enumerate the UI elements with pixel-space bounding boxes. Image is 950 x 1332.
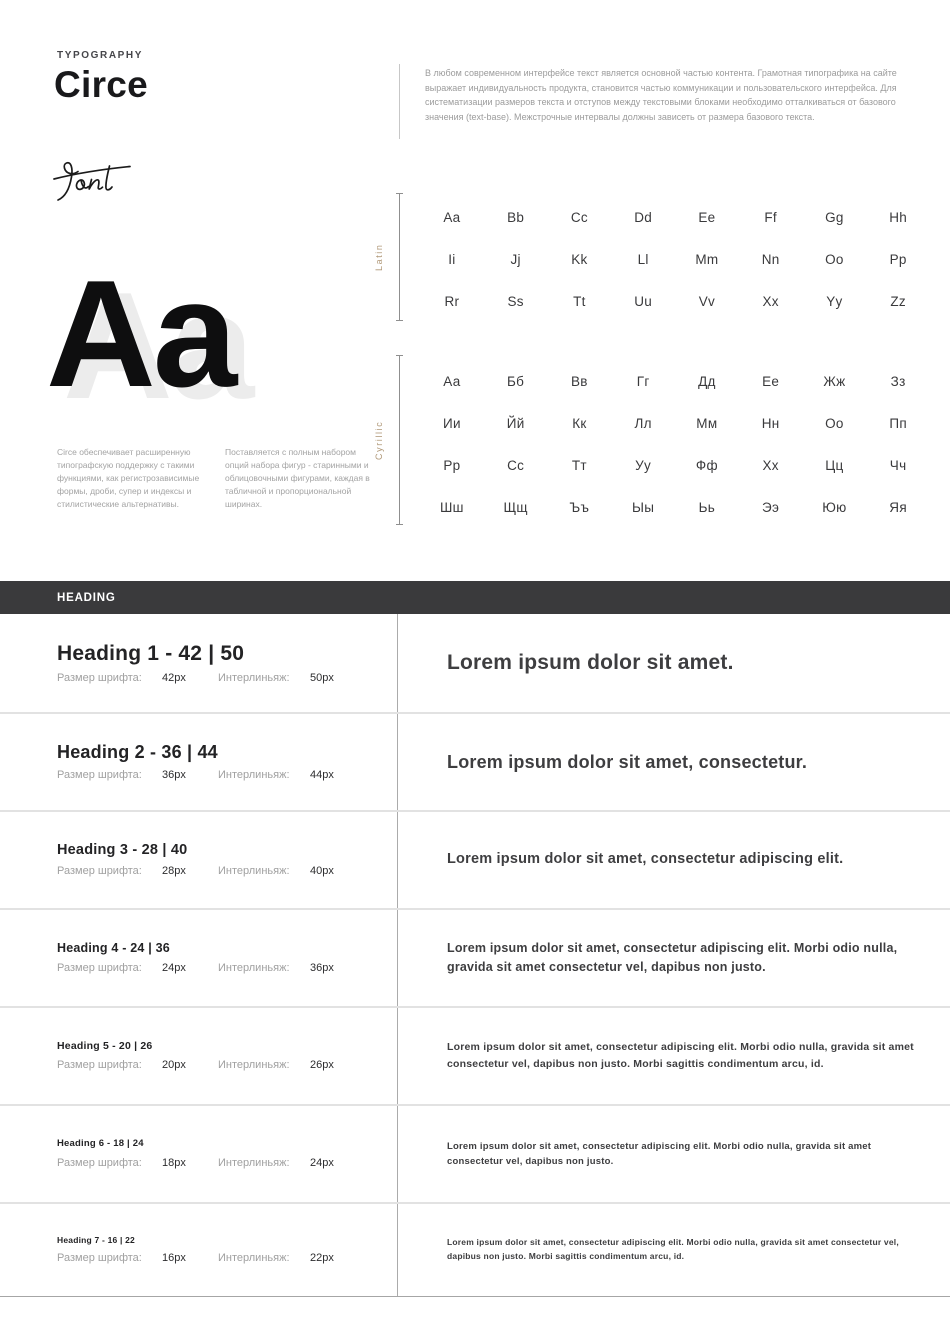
cyrillic-bracket [399,355,400,525]
glyph-cell: Ll [637,251,649,267]
spec-meta [57,1158,397,1169]
glyph-cell: Лл [634,415,652,431]
size-value: 24px [162,962,186,975]
glyph-cell: Nn [761,251,780,267]
sample-text: Lorem ipsum dolor sit amet, consectetur adipiscing elit. Morbi odio nulla, gravida sit amet consectetur vel, dapibus non justo. Morbi sagittis condimentum arcu, id. [447,1041,914,1070]
spec-title: Heading 6 - 18 | 24 [57,1138,144,1150]
glyph-cell: Бб [507,373,525,389]
glyph-cell: Hh [889,209,908,225]
glyph-cell: Яя [889,499,907,515]
sample-text: Lorem ipsum dolor sit amet, consectetur. [447,751,808,772]
spec-title: Heading 4 - 24 | 36 [57,940,170,955]
leading-value: 44px [310,769,334,782]
spec-meta [57,770,397,781]
glyph-cell: Цц [825,457,844,473]
spec-left-cell [0,614,398,712]
heading-spec-row [0,614,950,712]
heading-section-title: HEADING [57,591,116,604]
specimen-notes [57,446,376,511]
glyph-cell: Шш [439,499,464,515]
spec-meta [57,1060,397,1071]
size-label: Размер шрифта: [57,962,142,975]
glyph-cell: Пп [889,415,907,431]
sample-text: Lorem ipsum dolor sit amet. [447,651,734,675]
glyph-cell: Ее [762,373,780,389]
spec-meta [57,673,397,684]
specimen-section [0,0,950,581]
glyph-cell: Oo [825,251,844,267]
glyph-cell: Ъъ [569,499,590,515]
spec-left-cell [0,714,398,810]
glyph-cell: Xx [762,293,779,309]
heading-spec-table [0,614,950,1297]
spec-right-cell [398,910,950,1006]
glyph-cell: Сс [507,457,525,473]
glyph-cell: Ии [442,415,461,431]
latin-glyph-grid [420,196,930,322]
script-icon [52,158,132,206]
leading-label: Интерлиньяж: [218,672,290,685]
heading-spec-row [0,1104,950,1202]
heading-spec-row [0,908,950,1006]
size-label: Размер шрифта: [57,1252,142,1265]
spec-right-cell [398,714,950,810]
display-glyphs: Aa [46,249,235,419]
glyph-cell: Bb [507,209,525,225]
leading-label: Интерлиньяж: [218,769,290,782]
glyph-cell: Ээ [762,499,780,515]
glyph-cell: Aa [443,209,461,225]
glyph-cell: Vv [698,293,716,309]
heading-spec-row [0,1202,950,1296]
glyph-cell: Gg [825,209,844,225]
spec-title: Heading 5 - 20 | 26 [57,1039,153,1052]
spec-meta [57,963,397,974]
size-value: 18px [162,1156,186,1169]
glyph-cell: Зз [890,373,906,389]
spec-left-cell [0,1204,398,1296]
glyph-cell: Tt [573,293,586,309]
glyph-cell: Ss [507,293,524,309]
spec-right-cell [398,614,950,712]
heading-section-bar [0,581,950,614]
spec-right-cell [398,1204,950,1296]
spec-meta [57,866,397,877]
glyph-cell: Cc [570,209,588,225]
spec-left-cell [0,1008,398,1104]
glyph-cell: Фф [695,457,718,473]
intro-divider [399,64,400,139]
size-label: Размер шрифта: [57,672,142,685]
leading-label: Интерлиньяж: [218,865,290,878]
glyph-cell: Zz [890,293,906,309]
sample-text: Lorem ipsum dolor sit amet, consectetur adipiscing elit. [447,851,844,868]
latin-bracket [399,193,400,321]
sample-text: Lorem ipsum dolor sit amet, consectetur adipiscing elit. Morbi odio nulla, gravida sit amet consectetur vel, dapibus non justo. [447,1140,872,1167]
size-label: Размер шрифта: [57,1059,142,1072]
glyph-cell: Чч [889,457,907,473]
spec-left-cell [0,1106,398,1202]
glyph-cell: Йй [506,415,525,431]
intro-paragraph: В любом современном интерфейсе текст является основной частью контента. Грамотная типографика на сайте выражает индивидуальность продукта, становится частью коммуникации и пользовательского интерфейса. Для систематизации размеров текста и отступов между текстовыми блоками необходимо отталкиваться от базового значения (text-base). Межстрочные интервалы должны зависеть от размера базового текста. [425,68,897,122]
glyph-cell: Рр [443,457,461,473]
spec-right-cell [398,1106,950,1202]
glyph-cell: Тт [571,457,587,473]
leading-label: Интерлиньяж: [218,1252,290,1265]
spec-right-cell [398,1008,950,1104]
page-title: Circe [54,64,149,105]
spec-left-cell [0,910,398,1006]
spec-title: Heading 3 - 28 | 40 [57,841,188,858]
sample-text: Lorem ipsum dolor sit amet, consectetur adipiscing elit. Morbi odio nulla, gravida sit amet consectetur vel, dapibus non justo. [447,941,898,974]
glyph-cell: Mm [695,251,719,267]
glyph-cell: Нн [761,415,780,431]
glyph-cell: Уу [635,457,652,473]
leading-value: 36px [310,962,334,975]
size-value: 42px [162,672,186,685]
cyrillic-glyph-grid [420,360,930,528]
cyrillic-label: Cyrillic [374,420,384,460]
spec-left-cell [0,812,398,908]
glyph-cell: Мм [696,415,718,431]
leading-value: 24px [310,1156,334,1169]
sample-text: Lorem ipsum dolor sit amet, consectetur adipiscing elit. Morbi odio nulla, gravida sit amet consectetur vel, dapibus non justo. Morbi sagittis condimentum arcu, id. [447,1237,899,1261]
latin-label: Latin [374,243,384,271]
spec-meta [57,1253,397,1264]
glyph-cell: Кк [572,415,587,431]
glyph-cell: Jj [510,251,521,267]
glyph-cell: Kk [571,251,588,267]
leading-value: 40px [310,865,334,878]
heading-spec-row [0,712,950,810]
glyph-cell: Yy [826,293,843,309]
leading-value: 22px [310,1252,334,1265]
heading-spec-row [0,810,950,908]
leading-label: Интерлиньяж: [218,1059,290,1072]
spec-title: Heading 7 - 16 | 22 [57,1234,135,1245]
glyph-cell: Вв [570,373,588,389]
glyph-cell: Гг [636,373,650,389]
glyph-cell: Pp [889,251,907,267]
size-value: 16px [162,1252,186,1265]
heading-spec-row [0,1006,950,1104]
size-value: 20px [162,1059,186,1072]
size-label: Размер шрифта: [57,769,142,782]
glyph-cell: Дд [698,373,716,389]
leading-value: 26px [310,1059,334,1072]
spec-title: Heading 1 - 42 | 50 [57,641,245,665]
glyph-cell: Оо [825,415,844,431]
glyph-cell: Ee [698,209,716,225]
glyph-cell: Ыы [631,499,655,515]
glyph-cell: Щщ [503,499,528,515]
spec-right-cell [398,812,950,908]
specimen-note-2: Поставляется с полным набором опций набора фигур - старинными и облицовочными фигурами, каждая в табличной и пропорциональной ширинах. [225,447,370,509]
glyph-cell: Uu [634,293,653,309]
glyph-cell: Хх [762,457,779,473]
glyph-cell: Rr [444,293,460,309]
specimen-note-1: Circe обеспечивает расширенную типографскую поддержку с такими функциями, как регистрозависимые формы, дроби, супер и индексы и стилистические альтернативы. [57,447,200,509]
glyph-cell: Жж [823,373,846,389]
leading-label: Интерлиньяж: [218,1156,290,1169]
size-label: Размер шрифта: [57,865,142,878]
glyph-cell: Юю [822,499,847,515]
spec-title: Heading 2 - 36 | 44 [57,741,218,762]
glyph-cell: Dd [634,209,653,225]
leading-value: 50px [310,672,334,685]
size-value: 28px [162,865,186,878]
glyph-cell: Ьь [698,499,716,515]
size-label: Размер шрифта: [57,1156,142,1169]
glyph-cell: Ii [448,251,456,267]
eyebrow-label: TYPOGRAPHY [57,50,144,61]
glyph-cell: Ff [764,209,777,225]
leading-label: Интерлиньяж: [218,962,290,975]
size-value: 36px [162,769,186,782]
glyph-cell: Аа [443,373,461,389]
handwritten-font-word [52,158,132,206]
